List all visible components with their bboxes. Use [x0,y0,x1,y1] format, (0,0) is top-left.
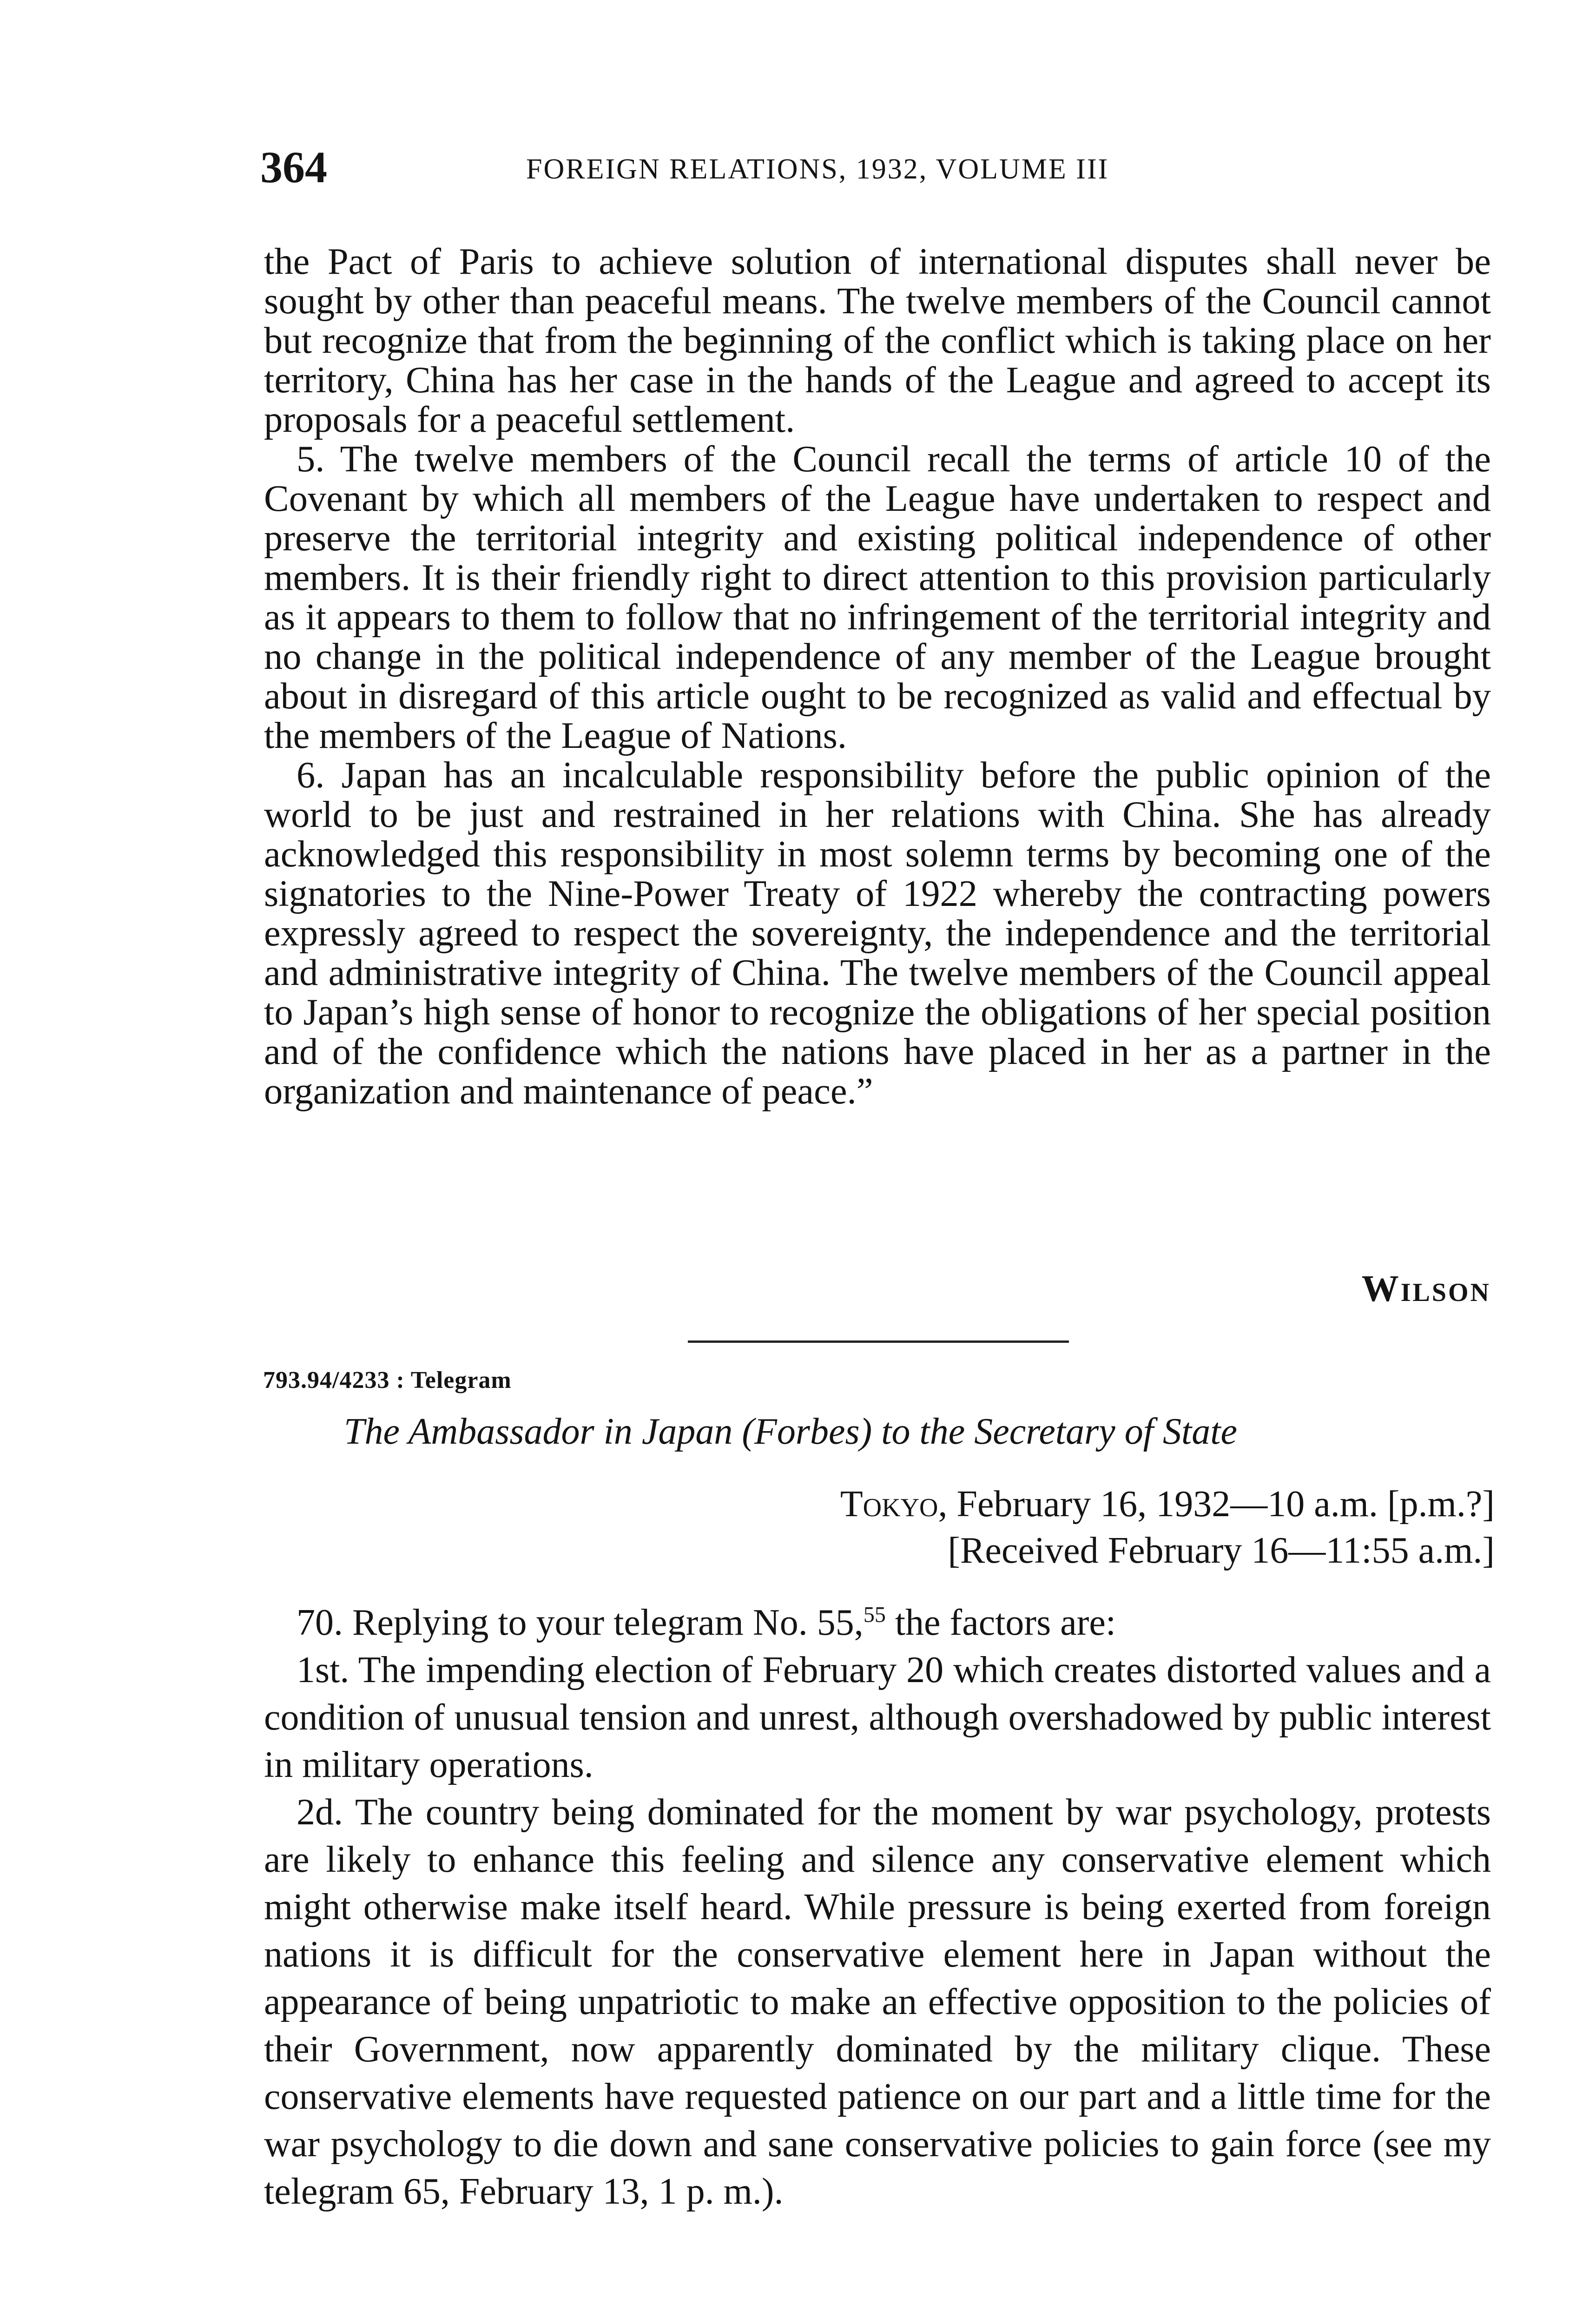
section-divider [688,1340,1069,1343]
paragraph-2d: 2d. The country being dominated for the moment by war psychology, protests are likely to enhance this feeling and silence any conservative element which might otherwise make itself heard. While pressure is being exerted from foreign nations it is difficult for the conservative element here in Japan without the appearance of being unpatriotic to make an effective opposition to the policies of their Government, now apparently dominated by the military clique. These conservative elements have requested patience on our part and a little time for the war psychology to die down and sane conservative policies to gain force (see my telegram 65, February 13, 1 p. m.). [264,1792,1491,2212]
document-number: 793.94/4233 : Telegram [263,1367,512,1393]
paragraph-70-end: the factors are: [885,1602,1116,1643]
paragraph-1st: 1st. The impending election of February 20 which creates distorted values and a condition of unusual tension and unrest, although overshadowed by public interest in military operations. [264,1650,1491,1785]
paragraph-6: 6. Japan has an incalculable responsibility before the public opinion of the world to be just and restrained in her relations with China. She has already acknowledged this responsibility in most solemn terms by becoming one of the signatories to the Nine-Power Treaty of 1922 whereby the contracting powers expressly agreed to respect the sovereignty, the independence and the territorial and administrative integrity of China. The twelve members of the Council appeal to Japan’s high sense of honor to recognize the obligations of her special position and of the confidence which the nations have placed in her as a partner in the organization and maintenance of peace.” [264,754,1491,1112]
dateline-sent [840,1481,1495,1527]
page-number: 364 [260,142,327,192]
signature: Wilson [1361,1268,1491,1309]
page-header [260,142,1515,193]
document-title: The Ambassador in Japan (Forbes) to the Secretary of State [344,1411,1237,1452]
footnote-reference: 55 [863,1602,886,1627]
running-head: FOREIGN RELATIONS, 1932, VOLUME III [526,153,1109,185]
telegram-body [264,1599,1491,2215]
paragraph-5: 5. The twelve members of the Council recall the terms of article 10 of the Covenant by which all members of the League have undertaken to respect and preserve the territorial integrity and existing political independence of other members. It is their friendly right to direct attention to this provision particularly as it appears to them to follow that no infringement of the territorial integrity and no change in the political independence of any member of the League brought about in disregard of this article ought to be recognized as valid and effectual by the members of the League of Nations. [264,438,1491,756]
dateline-place: Tokyo [840,1484,938,1525]
paragraph-continued: the Pact of Paris to achieve solution of international disputes shall never be sought by other than peaceful means. The twelve members of the Council cannot but recognize that from the beginning of the conflict which is taking place on her territory, China has her case in the hands of the League and agreed to accept its proposals for a peaceful settlement. [264,241,1491,440]
paragraph-70-text: 70. Replying to your telegram No. 55, [297,1602,864,1643]
dateline-received: [Received February 16—11:55 a.m.] [948,1530,1495,1571]
paragraph-70 [264,1599,1491,1646]
dateline [840,1481,1495,1574]
dateline-date: , February 16, 1932—10 a.m. [p.m.?] [938,1484,1495,1525]
continued-quotation [264,242,1491,1111]
